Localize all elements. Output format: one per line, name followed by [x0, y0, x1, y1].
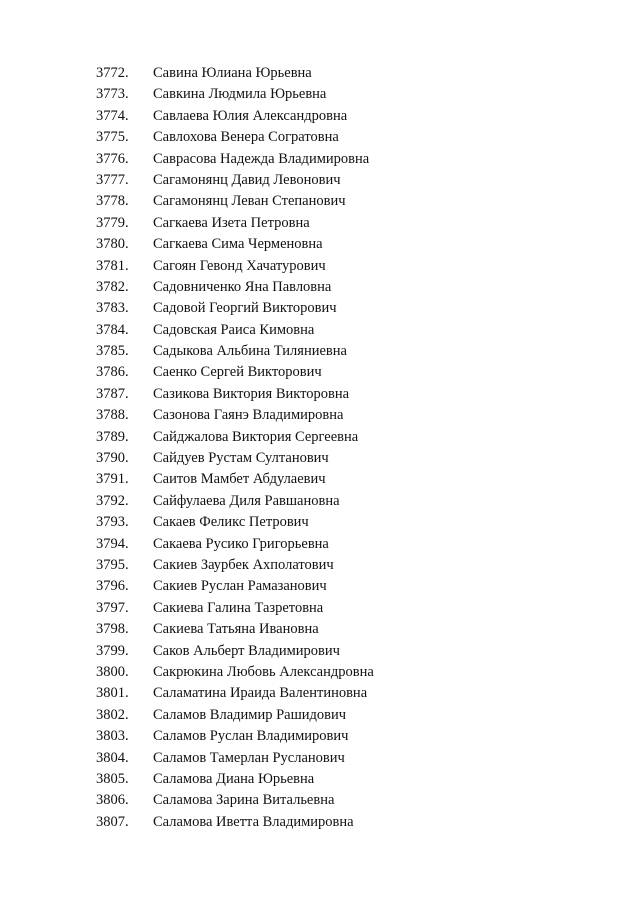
entry-number: 3798. — [96, 621, 129, 638]
entry-name: Сайджалова Виктория Сергеевна — [153, 428, 359, 445]
entry-number: 3801. — [96, 685, 129, 702]
entry-number: 3783. — [96, 300, 129, 317]
entry-name: Сагкаева Сима Черменовна — [153, 236, 323, 253]
list-item — [0, 448, 640, 469]
list-item — [0, 726, 640, 747]
entry-number: 3782. — [96, 278, 129, 295]
entry-name: Саламов Тамерлан Русланович — [153, 749, 345, 766]
entry-name: Сагамонянц Давид Левонович — [153, 171, 341, 188]
list-item — [0, 619, 640, 640]
entry-name: Саламов Владимир Рашидович — [153, 706, 347, 723]
list-item — [0, 256, 640, 277]
list-item — [0, 598, 640, 619]
entry-name: Сакаев Феликс Петрович — [153, 514, 309, 531]
entry-name: Саенко Сергей Викторович — [153, 364, 322, 381]
entry-name: Сагоян Гевонд Хачатурович — [153, 257, 326, 274]
entry-number: 3800. — [96, 663, 129, 680]
entry-number: 3793. — [96, 514, 129, 531]
entry-name: Сакиев Руслан Рамазанович — [153, 578, 327, 595]
entry-number: 3787. — [96, 385, 129, 402]
entry-number: 3795. — [96, 556, 129, 573]
entry-name: Сакиев Заурбек Ахполатович — [153, 556, 334, 573]
list-item — [0, 748, 640, 769]
entry-name: Савлаева Юлия Александровна — [153, 107, 348, 124]
list-item — [0, 641, 640, 662]
list-item — [0, 705, 640, 726]
entry-name: Сагкаева Изета Петровна — [153, 214, 310, 231]
entry-name: Сайдуев Рустам Султанович — [153, 450, 329, 467]
entry-number: 3786. — [96, 364, 129, 381]
entry-number: 3777. — [96, 171, 129, 188]
list-item — [0, 469, 640, 490]
entry-name: Садовская Раиса Кимовна — [153, 321, 315, 338]
entry-number: 3774. — [96, 107, 129, 124]
entry-name: Саков Альберт Владимирович — [153, 642, 340, 659]
list-item — [0, 298, 640, 319]
list-item — [0, 384, 640, 405]
entry-number: 3796. — [96, 578, 129, 595]
list-item — [0, 362, 640, 383]
entry-name: Сайфулаева Диля Равшановна — [153, 492, 340, 509]
entry-name: Саврасова Надежда Владимировна — [153, 150, 370, 167]
entry-name: Саламова Зарина Витальевна — [153, 792, 335, 809]
entry-number: 3778. — [96, 193, 129, 210]
entry-name: Садыкова Альбина Тиляниевна — [153, 343, 347, 360]
entry-name: Саламова Иветта Владимировна — [153, 813, 354, 830]
list-item — [0, 234, 640, 255]
entry-number: 3791. — [96, 471, 129, 488]
entry-number: 3806. — [96, 792, 129, 809]
list-item — [0, 662, 640, 683]
entry-name: Саитов Мамбет Абдулаевич — [153, 471, 326, 488]
list-item — [0, 534, 640, 555]
entry-name: Сакаева Русико Григорьевна — [153, 535, 329, 552]
entry-number: 3799. — [96, 642, 129, 659]
list-item — [0, 213, 640, 234]
entry-number: 3781. — [96, 257, 129, 274]
list-item — [0, 683, 640, 704]
entry-number: 3780. — [96, 236, 129, 253]
list-item — [0, 576, 640, 597]
entry-number: 3797. — [96, 599, 129, 616]
entry-name: Садовниченко Яна Павловна — [153, 278, 332, 295]
entry-name: Садовой Георгий Викторович — [153, 300, 337, 317]
entry-name: Сазикова Виктория Викторовна — [153, 385, 350, 402]
entry-name: Сакиева Татьяна Ивановна — [153, 621, 319, 638]
entry-number: 3776. — [96, 150, 129, 167]
list-item — [0, 320, 640, 341]
entry-number: 3807. — [96, 813, 129, 830]
list-item — [0, 512, 640, 533]
list-item — [0, 170, 640, 191]
entry-name: Сакиева Галина Тазретовна — [153, 599, 324, 616]
entry-number: 3785. — [96, 343, 129, 360]
entry-number: 3790. — [96, 450, 129, 467]
entry-number: 3802. — [96, 706, 129, 723]
list-item — [0, 790, 640, 811]
list-item — [0, 191, 640, 212]
name-list — [0, 63, 640, 833]
list-item — [0, 769, 640, 790]
list-item — [0, 84, 640, 105]
list-item — [0, 427, 640, 448]
entry-name: Савкина Людмила Юрьевна — [153, 86, 327, 103]
entry-name: Сазонова Гаянэ Владимировна — [153, 407, 344, 424]
entry-number: 3792. — [96, 492, 129, 509]
list-item — [0, 127, 640, 148]
entry-name: Сагамонянц Леван Степанович — [153, 193, 346, 210]
list-item — [0, 63, 640, 84]
entry-number: 3775. — [96, 129, 129, 146]
entry-name: Савина Юлиана Юрьевна — [153, 65, 312, 81]
entry-number: 3803. — [96, 728, 129, 745]
list-item — [0, 277, 640, 298]
entry-name: Саламов Руслан Владимирович — [153, 728, 349, 745]
list-item — [0, 555, 640, 576]
entry-number: 3794. — [96, 535, 129, 552]
entry-number: 3789. — [96, 428, 129, 445]
list-item — [0, 341, 640, 362]
entry-number: 3788. — [96, 407, 129, 424]
list-item — [0, 149, 640, 170]
entry-number: 3804. — [96, 749, 129, 766]
list-item — [0, 491, 640, 512]
list-item — [0, 106, 640, 127]
list-item — [0, 812, 640, 833]
entry-name: Саламова Диана Юрьевна — [153, 770, 315, 787]
entry-name: Савлохова Венера Согратовна — [153, 129, 339, 146]
entry-number: 3772. — [96, 65, 129, 81]
entry-number: 3805. — [96, 770, 129, 787]
entry-number: 3784. — [96, 321, 129, 338]
list-item — [0, 405, 640, 426]
entry-name: Саламатина Ираида Валентиновна — [153, 685, 368, 702]
entry-name: Сакрюкина Любовь Александровна — [153, 663, 374, 680]
entry-number: 3779. — [96, 214, 129, 231]
entry-number: 3773. — [96, 86, 129, 103]
